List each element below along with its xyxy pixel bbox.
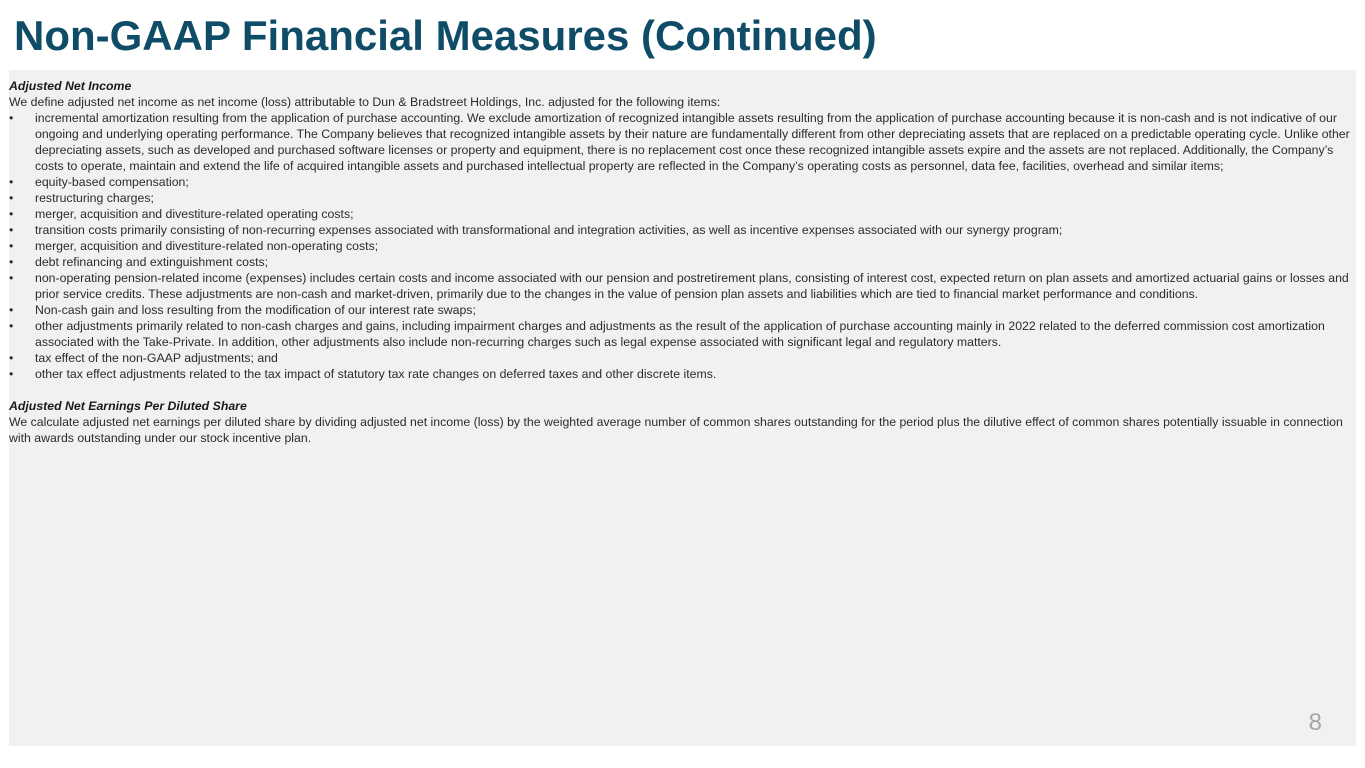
- list-item-text: incremental amortization resulting from the application of purchase accounting. We exclude amortization of recognized intangible assets resulting from the application of purchase accounting because it is non-cash and is not indicative of our ongoing and underlying operating performance. The Company believes that recognized intangible assets by their nature are fundamentally different from other depreciating assets that are replaced on a predictable operating cycle. Unlike other depreciating assets, such as developed and purchased software licenses or property and equipment, there is no replacement cost once these recognized intangible assets expire and the assets are not replaced. Additionally, the Company’s costs to operate, maintain and extend the life of acquired intangible assets and purchased intellectual property are reflected in the Company’s operating costs as personnel, data fee, facilities, overhead and similar items;: [35, 111, 1350, 173]
- bullet-icon: •: [9, 351, 14, 365]
- list-item-text: non-operating pension-related income (expenses) includes certain costs and income associated with our pension and postretirement plans, consisting of interest cost, expected return on plan assets and amortized actuarial gains or losses and prior service credits. These adjustments are non-cash and market-driven, primarily due to the changes in the value of pension plan assets and liabilities which are tied to financial market performance and conditions.: [35, 271, 1349, 301]
- list-item-text: debt refinancing and extinguishment costs;: [35, 255, 269, 269]
- list-item: [9, 190, 1356, 206]
- list-item-text: merger, acquisition and divestiture-related operating costs;: [35, 207, 354, 221]
- bullet-icon: •: [9, 271, 14, 285]
- list-item-text: equity-based compensation;: [35, 175, 189, 189]
- list-item: [9, 206, 1356, 222]
- list-item: [9, 302, 1356, 318]
- list-item-text: transition costs primarily consisting of non-recurring expenses associated with transformational and integration activities, as well as incentive expenses associated with our synergy program;: [35, 223, 1063, 237]
- adjusted-items-list: [9, 110, 1356, 382]
- list-item: [9, 270, 1356, 302]
- bullet-icon: •: [9, 239, 14, 253]
- bullet-icon: •: [9, 303, 14, 317]
- section-heading-adjusted-eps: Adjusted Net Earnings Per Diluted Share: [9, 399, 247, 413]
- list-item: [9, 318, 1356, 350]
- section-heading-adjusted-net-income: Adjusted Net Income: [9, 79, 132, 93]
- list-item: [9, 254, 1356, 270]
- list-item-text: other adjustments primarily related to non-cash charges and gains, including impairment charges and adjustments as the result of the application of purchase accounting mainly in 2022 related to the deferred commission cost amortization associated with the Take-Private. In addition, other adjustments also include non-recurring charges such as legal expense associated with significant legal and regulatory matters.: [35, 319, 1325, 349]
- list-item-text: Non-cash gain and loss resulting from the modification of our interest rate swaps;: [35, 303, 476, 317]
- bullet-icon: •: [9, 207, 14, 221]
- adjusted-eps-body: We calculate adjusted net earnings per diluted share by dividing adjusted net income (loss) by the weighted average number of common shares outstanding for the period plus the dilutive effect of common shares potentially issuable in connection with awards outstanding under our stock incentive plan.: [9, 415, 1343, 445]
- list-item: [9, 222, 1356, 238]
- bullet-icon: •: [9, 175, 14, 189]
- list-item: [9, 350, 1356, 366]
- list-item: [9, 238, 1356, 254]
- content-panel: [9, 70, 1356, 746]
- bullet-icon: •: [9, 191, 14, 205]
- list-item-text: other tax effect adjustments related to the tax impact of statutory tax rate changes on deferred taxes and other discrete items.: [35, 367, 717, 381]
- page-number: 8: [1308, 709, 1322, 736]
- list-item-text: merger, acquisition and divestiture-related non-operating costs;: [35, 239, 379, 253]
- list-item-text: restructuring charges;: [35, 191, 154, 205]
- list-item: [9, 174, 1356, 190]
- bullet-icon: •: [9, 255, 14, 269]
- section-spacer: [9, 382, 1356, 398]
- list-item: [9, 366, 1356, 382]
- list-item-text: tax effect of the non-GAAP adjustments; and: [35, 351, 278, 365]
- adjusted-net-income-intro: We define adjusted net income as net income (loss) attributable to Dun & Bradstreet Holdings, Inc. adjusted for the following items:: [9, 95, 721, 109]
- slide-title: Non-GAAP Financial Measures (Continued): [14, 12, 877, 59]
- list-item: [9, 110, 1356, 174]
- bullet-icon: •: [9, 111, 14, 125]
- bullet-icon: •: [9, 223, 14, 237]
- bullet-icon: •: [9, 319, 14, 333]
- bullet-icon: •: [9, 367, 14, 381]
